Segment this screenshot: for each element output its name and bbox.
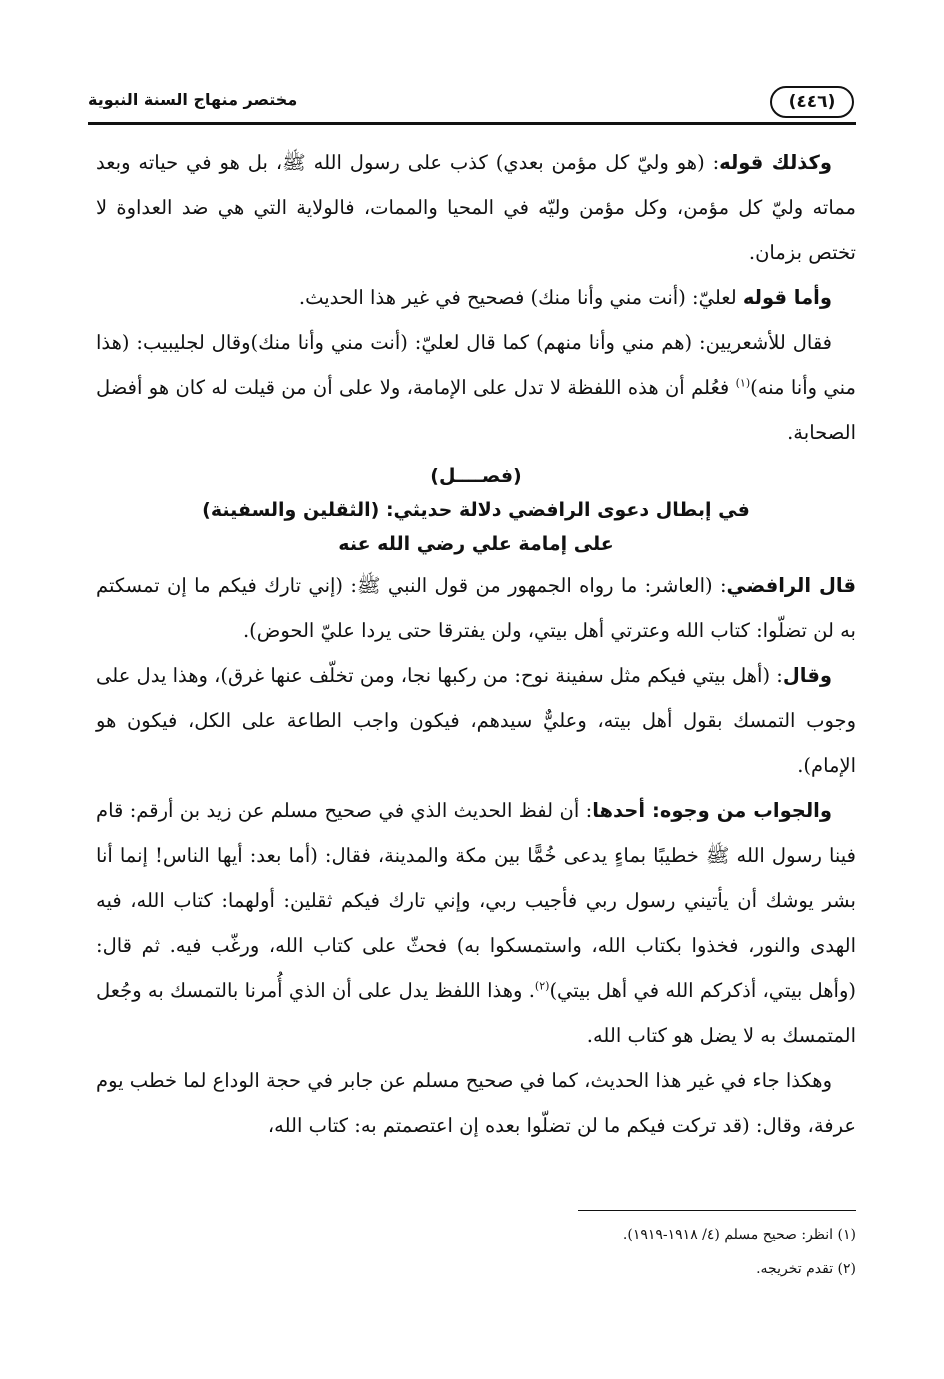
- footnote-rule: [578, 1210, 856, 1211]
- page-number: (٤٤٦): [770, 86, 854, 118]
- section-title-line-2: على إمامة علي رضي الله عنه: [338, 533, 614, 555]
- running-title: مختصر منهاج السنة النبوية: [88, 90, 298, 109]
- paragraph-text: فعُلم أن هذه اللفظة لا تدل على الإمامة، ولا على أن من قيلت له كان هو أفضل الصحابة.: [96, 376, 856, 444]
- paragraph-text: : (هو وليّ كل مؤمن بعدي) كذب على رسول الله ﷺ، بل هو في حياته وبعد مماته وليّ كل مؤمن، وكل مؤمن وليّه في المحيا والممات، فالولاية التي هي ضد العداوة لا تختص بزمان.: [96, 151, 856, 264]
- footnote-ref-1: (١): [735, 376, 751, 390]
- main-text: [96, 140, 856, 1148]
- fasl-label: (فصــــل): [430, 465, 522, 487]
- paragraph-2: [96, 275, 856, 320]
- paragraph-7: [96, 1058, 856, 1148]
- paragraph-3: [96, 320, 856, 455]
- footnotes: [96, 1218, 856, 1286]
- paragraph-6: [96, 788, 856, 1058]
- paragraph-4: [96, 563, 856, 653]
- paragraph-lead: وكذلك قوله: [719, 151, 832, 174]
- paragraph-lead: وأما قوله: [742, 286, 832, 309]
- paragraph-text: . وهذا اللفظ يدل على أن الذي أُمرنا بالتمسك به وجُعل المتمسك به لا يضل هو كتاب الله.: [96, 979, 856, 1047]
- paragraph-text: فقال للأشعريين: (هم مني وأنا منهم) كما قال لعليّ: (أنت مني وأنا منك)وقال لجليبيب: (هذا مني وأنا منه): [96, 331, 856, 399]
- section-heading: [96, 459, 856, 561]
- paragraph-5: [96, 653, 856, 788]
- paragraph-1: [96, 140, 856, 275]
- paragraph-text: : أن لفظ الحديث الذي في صحيح مسلم عن زيد بن أرقم: قام فينا رسول الله ﷺ خطيبًا بماءٍ يدعى خُمًّا بين مكة والمدينة، فقال: (أما بعد: أيها الناس! إنما أنا بشر يوشك أن يأتيني رسول ربي فأجيب ربي، وإني تارك فيكم ثقلين: أولهما: كتاب الله، فيه الهدى والنور، فخذوا بكتاب الله، واستمسكوا به) فحثّ على كتاب الله، ورغّب فيه. ثم قال: (وأهل بيتي، أذكركم الله في أهل بيتي): [96, 799, 857, 1002]
- footnote-2: (٢) تقدم تخريجه.: [756, 1261, 856, 1277]
- header-rule: [88, 122, 856, 125]
- paragraph-text: وهكذا جاء في غير هذا الحديث، كما في صحيح مسلم عن جابر في حجة الوداع لما خطب يوم عرفة، وقال: (قد تركت فيكم ما لن تضلّوا بعده إن اعتصمتم به: كتاب الله،: [96, 1069, 856, 1137]
- footnote-1: (١) انظر: صحيح مسلم (٤/ ١٩١٨-١٩١٩).: [622, 1227, 856, 1243]
- paragraph-text: لعليّ: (أنت مني وأنا منك) فصحيح في غير هذا الحديث.: [298, 286, 743, 309]
- paragraph-lead: وقال: [782, 664, 832, 687]
- page-header: [88, 78, 856, 122]
- footnote-ref-2: (٢): [534, 979, 550, 993]
- paragraph-lead: والجواب من وجوه: أحدها: [592, 799, 832, 822]
- section-title-line-1: في إبطال دعوى الرافضي دلالة حديثي: (الثقلين والسفينة): [202, 499, 750, 521]
- paragraph-text: : (أهل بيتي فيكم مثل سفينة نوح: من ركبها نجا، ومن تخلّف عنها غرق)، وهذا يدل على وجوب التمسك بقول أهل بيته، وعليٌّ سيدهم، فيكون واجب الطاعة على الكل، فيكون هو الإمام).: [96, 664, 856, 777]
- paragraph-lead: قال الرافضي: [726, 574, 856, 597]
- paragraph-text: : (العاشر: ما رواه الجمهور من قول النبي ﷺ: (إني تارك فيكم ما إن تمسكتم به لن تضلّوا: كتاب الله وعترتي أهل بيتي، ولن يفترقا حتى يردا عليّ الحوض).: [96, 574, 856, 642]
